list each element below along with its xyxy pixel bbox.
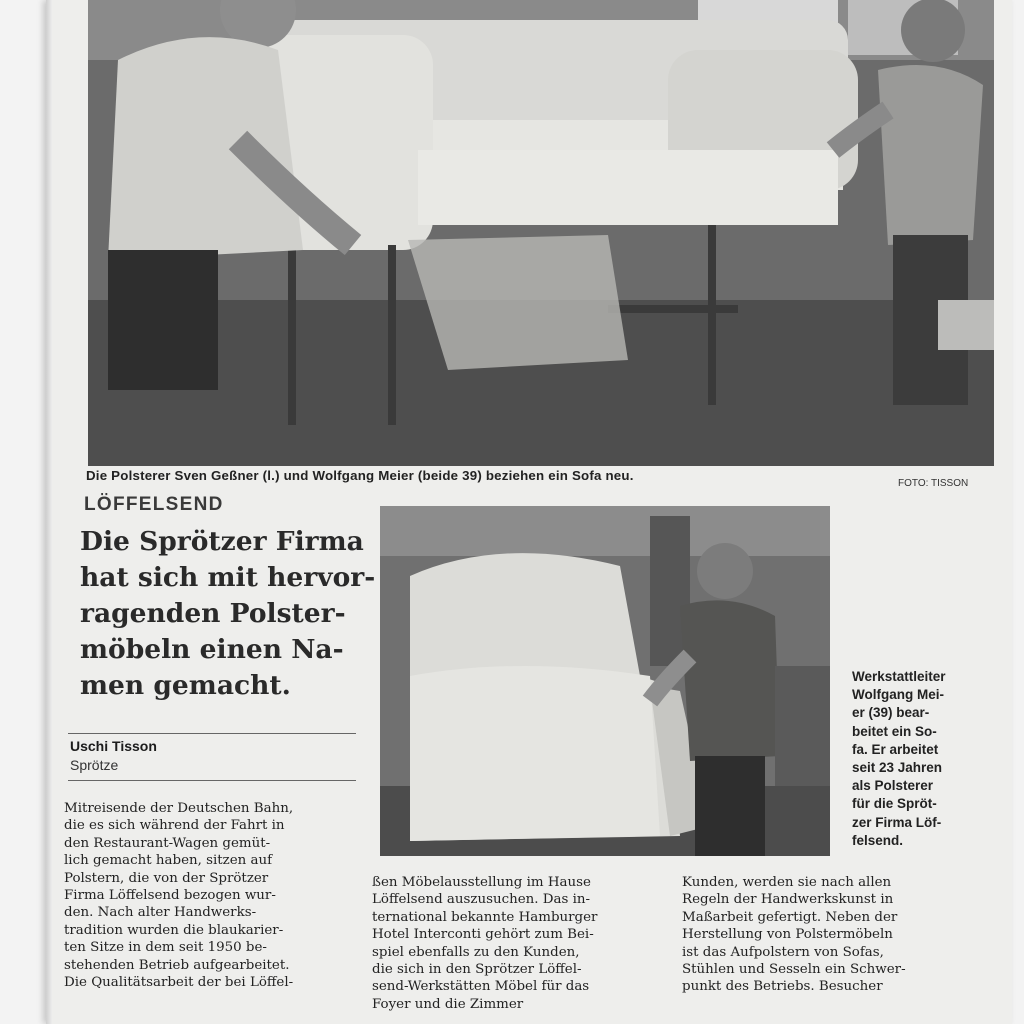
text-line: ternational bekannte Hamburger	[372, 909, 598, 925]
byline-divider-top	[68, 733, 356, 734]
article-headline	[80, 524, 376, 704]
text-line: ten Sitze in dem seit 1950 be-	[64, 940, 267, 956]
headline-line: möbeln einen Na-	[80, 634, 344, 665]
headline-line: men gemacht.	[80, 670, 291, 701]
text-line: send-Werkstätten Möbel für das	[372, 979, 590, 995]
text-line: Hotel Interconti gehört zum Bei-	[372, 927, 594, 943]
caption-line: zer Firma Löf-	[852, 814, 942, 830]
photo-caption-top: Die Polsterer Sven Geßner (l.) und Wolfgang Meier (beide 39) beziehen ein Sofa neu.	[86, 468, 634, 483]
text-line: Kunden, werden sie nach allen	[682, 875, 892, 890]
article-kicker: LÖFFELSEND	[84, 494, 224, 515]
caption-line: beitet ein So-	[852, 723, 937, 739]
text-line: Mitreisende der Deutschen Bahn,	[64, 801, 294, 816]
text-line: den. Nach alter Handwerks-	[64, 905, 257, 921]
caption-line: als Polsterer	[852, 778, 934, 794]
article-column-3	[682, 874, 982, 996]
paper-fold	[46, 0, 52, 1024]
text-line: ßen Möbelausstellung im Hause	[372, 875, 591, 890]
text-line: Regeln der Handwerkskunst in	[682, 892, 894, 908]
text-line: Herstellung von Polstermöbeln	[682, 927, 893, 943]
caption-line: felsend.	[852, 832, 904, 848]
headline-line: hat sich mit hervor-	[80, 562, 376, 593]
text-line: lich gemacht haben, sitzen auf	[64, 853, 273, 869]
text-line: punkt des Betriebs. Besucher	[682, 979, 883, 995]
caption-line: für die Spröt-	[852, 796, 937, 812]
photo-credit: FOTO: TISSON	[898, 478, 969, 489]
photo-caption-right	[852, 668, 1002, 850]
text-line: Stühlen und Sesseln ein Schwer-	[682, 962, 906, 978]
article-author: Uschi Tisson	[70, 738, 157, 754]
caption-line: er (39) bear-	[852, 705, 930, 721]
photo-sofa-upholsterers	[88, 0, 994, 466]
caption-line: fa. Er arbeitet	[852, 741, 939, 757]
headline-line: ragenden Polster-	[80, 598, 346, 629]
text-line: die es sich während der Fahrt in	[64, 818, 285, 834]
text-line: Löffelsend auszusuchen. Das in-	[372, 892, 591, 908]
text-line: stehenden Betrieb aufgearbeitet.	[64, 957, 290, 973]
text-line: Maßarbeit gefertigt. Neben der	[682, 909, 898, 925]
text-line: den Restaurant-Wagen gemüt-	[64, 835, 271, 851]
headline-line: Die Sprötzer Firma	[80, 526, 364, 557]
caption-line: Wolfgang Mei-	[852, 687, 944, 703]
text-line: Die Qualitätsarbeit der bei Löffel-	[64, 975, 294, 991]
text-line: ist das Aufpolstern von Sofas,	[682, 944, 884, 960]
caption-line: seit 23 Jahren	[852, 760, 943, 776]
text-line: Foyer und die Zimmer	[372, 996, 524, 1012]
article-column-1	[64, 800, 364, 991]
text-line: tradition wurden die blaukarier-	[64, 922, 284, 938]
photo-armchair-upholsterer	[380, 506, 830, 856]
text-line: Firma Löffelsend bezogen wur-	[64, 888, 276, 904]
article-column-2	[372, 874, 672, 1013]
text-line: Polstern, die von der Sprötzer	[64, 870, 269, 886]
byline-divider-bottom	[68, 780, 356, 781]
caption-line: Werkstattleiter	[852, 669, 946, 684]
text-line: spiel ebenfalls zu den Kunden,	[372, 944, 580, 960]
article-location: Sprötze	[70, 757, 119, 773]
text-line: die sich in den Sprötzer Löffel-	[372, 962, 582, 978]
